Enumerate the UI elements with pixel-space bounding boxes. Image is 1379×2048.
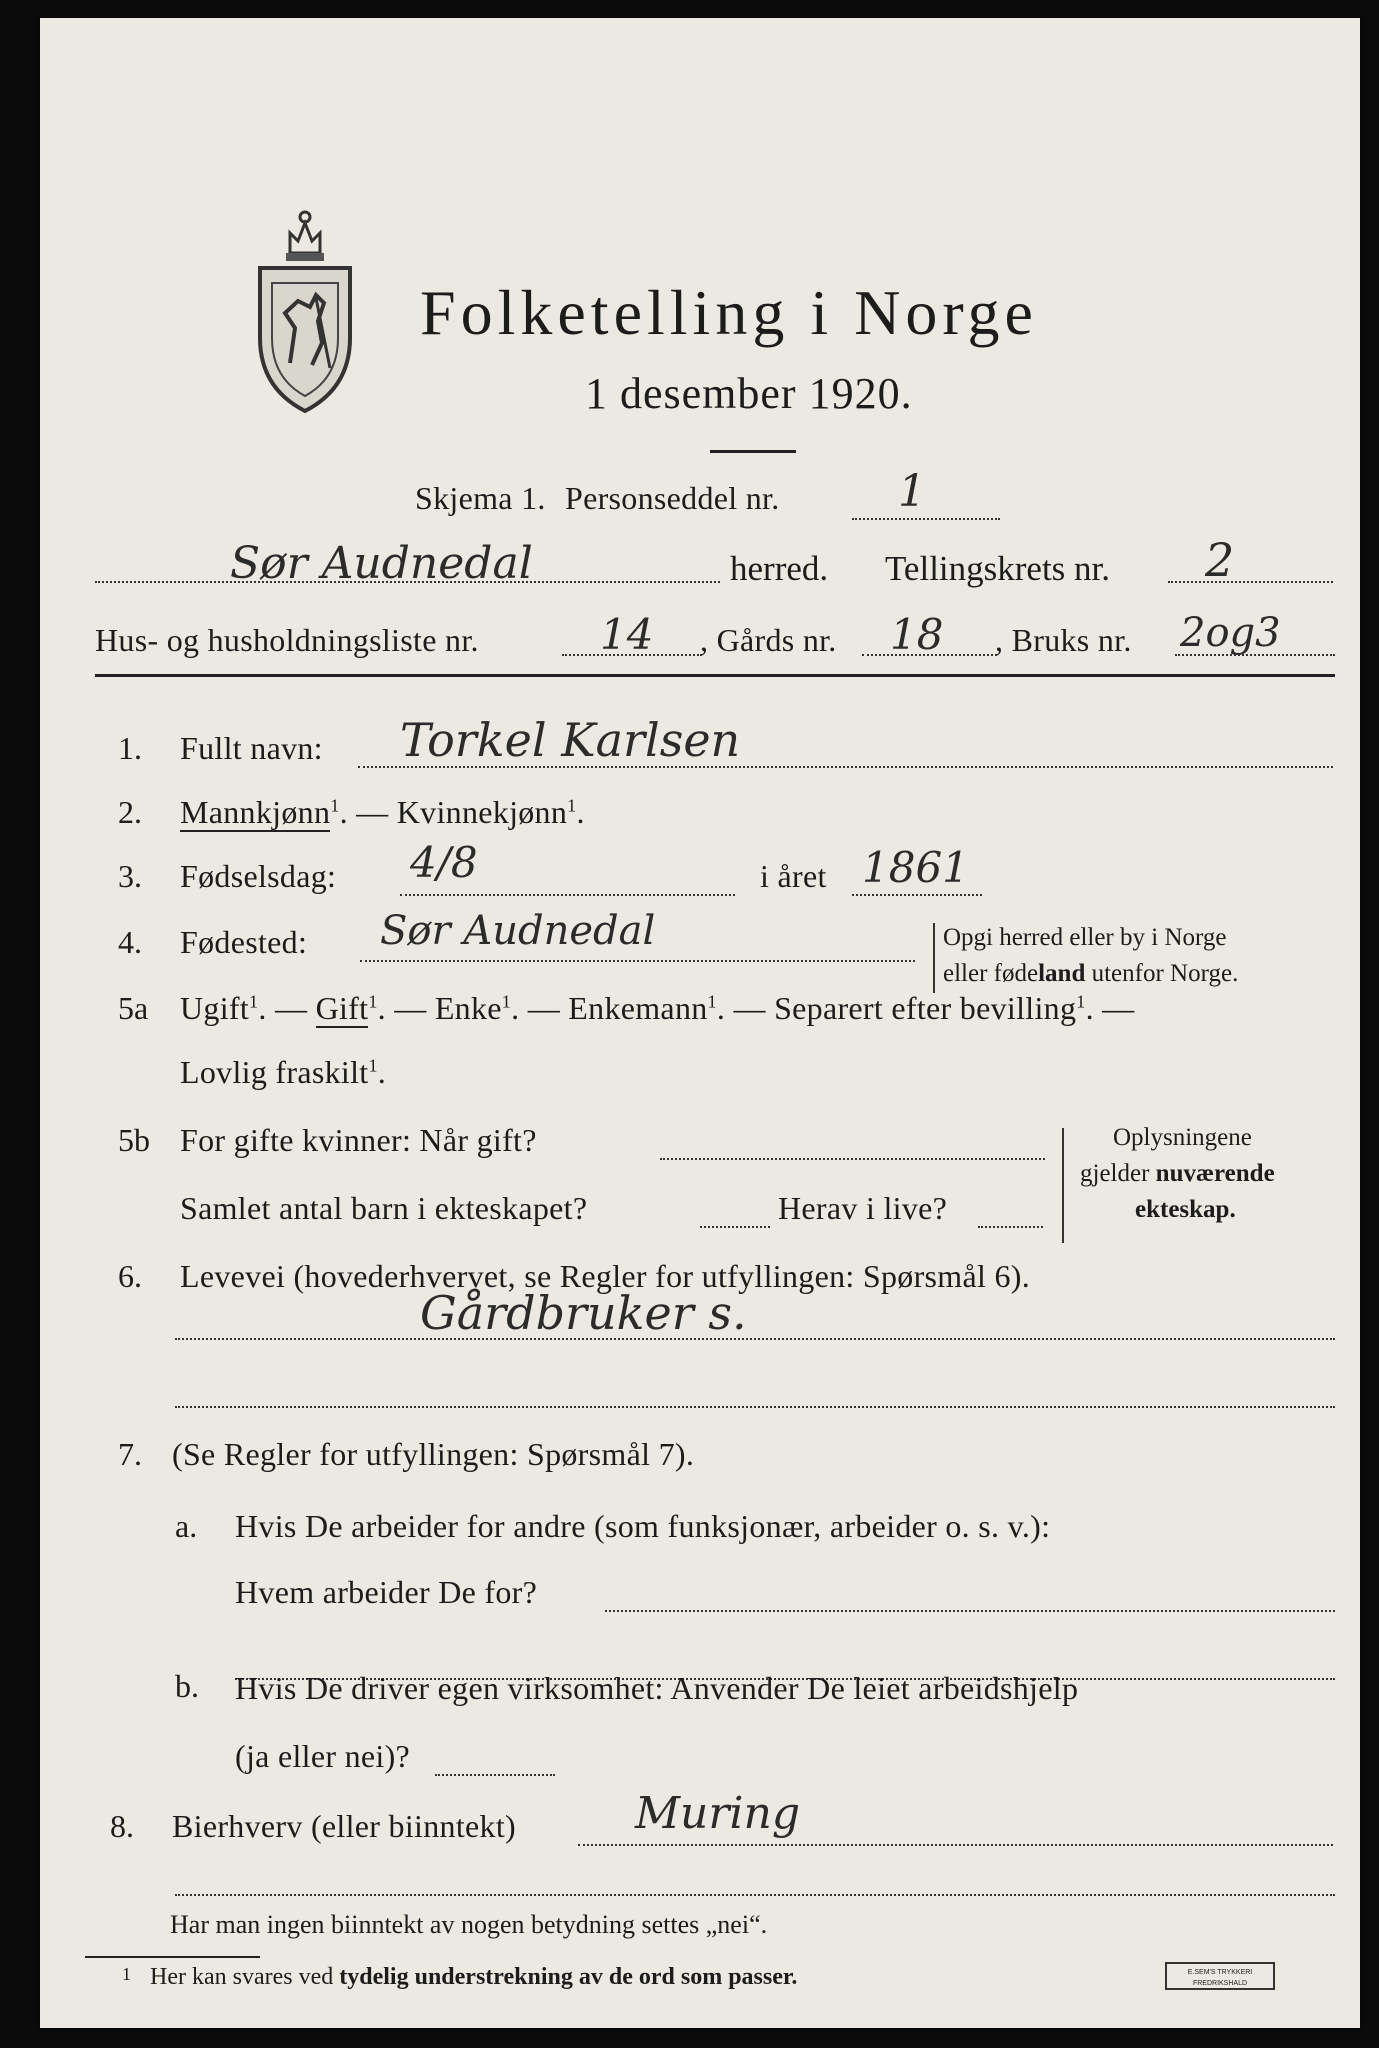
children-count-line[interactable]: [700, 1226, 770, 1228]
census-form: [40, 18, 1360, 2028]
option-enkemann[interactable]: Enkemann: [568, 990, 708, 1026]
gards-value[interactable]: 18: [890, 610, 944, 659]
q4-note-line1: Opgi herred eller by i Norge: [943, 924, 1227, 951]
option-mannkjonn-selected[interactable]: Mannkjønn: [180, 794, 331, 830]
herred-value[interactable]: Sør Audnedal: [230, 538, 533, 589]
schema-label: Skjema 1.: [415, 480, 546, 516]
printer-stamp: E.SEM'S TRYKKERI FREDRIKSHALD: [1165, 1962, 1275, 1990]
census-date: 1 desember 1920.: [585, 369, 913, 418]
birthplace-value[interactable]: Sør Audnedal: [380, 908, 656, 954]
option-ugift[interactable]: Ugift: [180, 990, 250, 1026]
q5b-note-line2: gjelder nuværende: [1080, 1160, 1275, 1187]
q4-note-line2: eller fødeland utenfor Norge.: [943, 960, 1239, 987]
husliste-value[interactable]: 14: [600, 610, 654, 659]
coat-of-arms-icon: [250, 203, 360, 418]
birth-year-value[interactable]: 1861: [862, 843, 969, 892]
full-name-value[interactable]: Torkel Karlsen: [400, 713, 741, 767]
year-line: [852, 894, 982, 896]
employer-line[interactable]: [605, 1610, 1335, 1612]
form-title: Folketelling i Norge: [420, 277, 1038, 348]
q7a-label2: Hvem arbeider De for?: [235, 1574, 538, 1610]
option-separert[interactable]: Separert efter bevilling: [774, 990, 1077, 1026]
q6-line1: [175, 1338, 1335, 1340]
tellingskrets-line: [1168, 581, 1333, 583]
q5b-number: 5b: [118, 1122, 150, 1158]
q1-number: 1.: [118, 730, 142, 766]
q4-line: [360, 960, 915, 962]
tellingskrets-label: Tellingskrets nr.: [885, 549, 1111, 588]
option-kvinnekjonn[interactable]: Kvinnekjønn: [396, 794, 568, 830]
q6-line2: [175, 1406, 1335, 1408]
q5b-note-line1: Oplysningene: [1113, 1124, 1252, 1151]
q7b-number: b.: [175, 1668, 199, 1704]
q5b-brace: [1062, 1128, 1064, 1243]
option-lovlig-fraskilt[interactable]: Lovlig fraskilt$^1$.: [180, 1054, 387, 1090]
occupation-value[interactable]: Gårdbruker s.: [420, 1286, 747, 1340]
bruks-value[interactable]: 2og3: [1180, 610, 1281, 656]
footnote-mark: 1: [122, 1964, 131, 1984]
q3-label: Fødselsdag:: [180, 858, 337, 894]
side-income-value[interactable]: Muring: [635, 1788, 800, 1839]
q8-label: Bierhverv (eller biinntekt): [172, 1808, 516, 1844]
q4-number: 4.: [118, 924, 142, 960]
q5b-label2: Samlet antal barn i ekteskapet?: [180, 1190, 588, 1226]
nei-instruction: Har man ingen biinntekt av nogen betydning settes „nei“.: [170, 1910, 768, 1939]
title-divider: [710, 450, 796, 453]
q3-number: 3.: [118, 858, 142, 894]
children-alive-line[interactable]: [978, 1226, 1043, 1228]
q8-line2: [175, 1894, 1335, 1896]
personseddel-label: Personseddel nr.: [565, 480, 780, 516]
husliste-label: Hus- og husholdningsliste nr.: [95, 622, 479, 658]
q7b-label: Hvis De driver egen virksomhet: Anvender De leiet arbeidshjelp: [235, 1670, 1079, 1706]
q1-label: Fullt navn:: [180, 730, 323, 766]
q8-line: [578, 1844, 1333, 1846]
q7-number: 7.: [118, 1436, 142, 1472]
personseddel-value[interactable]: 1: [898, 466, 926, 517]
option-enke[interactable]: Enke: [434, 990, 502, 1026]
footnote-text: Her kan svares ved tydelig understrekning av de ord som passer.: [150, 1964, 798, 1990]
option-gift-selected[interactable]: Gift: [315, 990, 369, 1026]
q2-options: Mannkjønn$^1$. — Kvinnekjønn$^1$.: [180, 794, 585, 830]
q5a-options: Ugift$^1$. — Gift$^1$. — Enke$^1$. — Enkemann$^1$. — Separert efter bevilling$^1$. —: [180, 990, 1135, 1026]
married-date-line[interactable]: [660, 1158, 1045, 1160]
q7a-label: Hvis De arbeider for andre (som funksjonær, arbeider o. s. v.):: [235, 1508, 1051, 1544]
tellingskrets-value[interactable]: 2: [1205, 533, 1235, 587]
q7b-label2: (ja eller nei)?: [235, 1738, 411, 1774]
q2-number: 2.: [118, 794, 142, 830]
herred-label: herred.: [730, 549, 829, 588]
q6-label: Levevei (hovederhvervet, se Regler for utfyllingen: Spørsmål 6).: [180, 1258, 1031, 1294]
birthday-value[interactable]: 4/8: [410, 838, 478, 887]
q6-number: 6.: [118, 1258, 142, 1294]
q3-line: [400, 894, 735, 896]
q5b-note-line3: ekteskap.: [1135, 1196, 1236, 1223]
q5b-label3: Herav i live?: [778, 1190, 948, 1226]
q7a-number: a.: [175, 1508, 198, 1544]
personseddel-line: [852, 518, 1000, 520]
gards-label: , Gårds nr.: [700, 622, 837, 658]
header-rule: [95, 674, 1335, 677]
year-label: i året: [760, 858, 827, 894]
hired-help-line[interactable]: [435, 1774, 555, 1776]
q7-label: (Se Regler for utfyllingen: Spørsmål 7).: [172, 1436, 695, 1472]
q8-number: 8.: [110, 1808, 134, 1844]
footnote-rule: [85, 1956, 260, 1958]
q4-brace: [933, 923, 935, 993]
q5a-number: 5a: [118, 990, 149, 1026]
q4-label: Fødested:: [180, 924, 308, 960]
bruks-label: , Bruks nr.: [995, 622, 1132, 658]
q5b-label1: For gifte kvinner: Når gift?: [180, 1122, 537, 1158]
